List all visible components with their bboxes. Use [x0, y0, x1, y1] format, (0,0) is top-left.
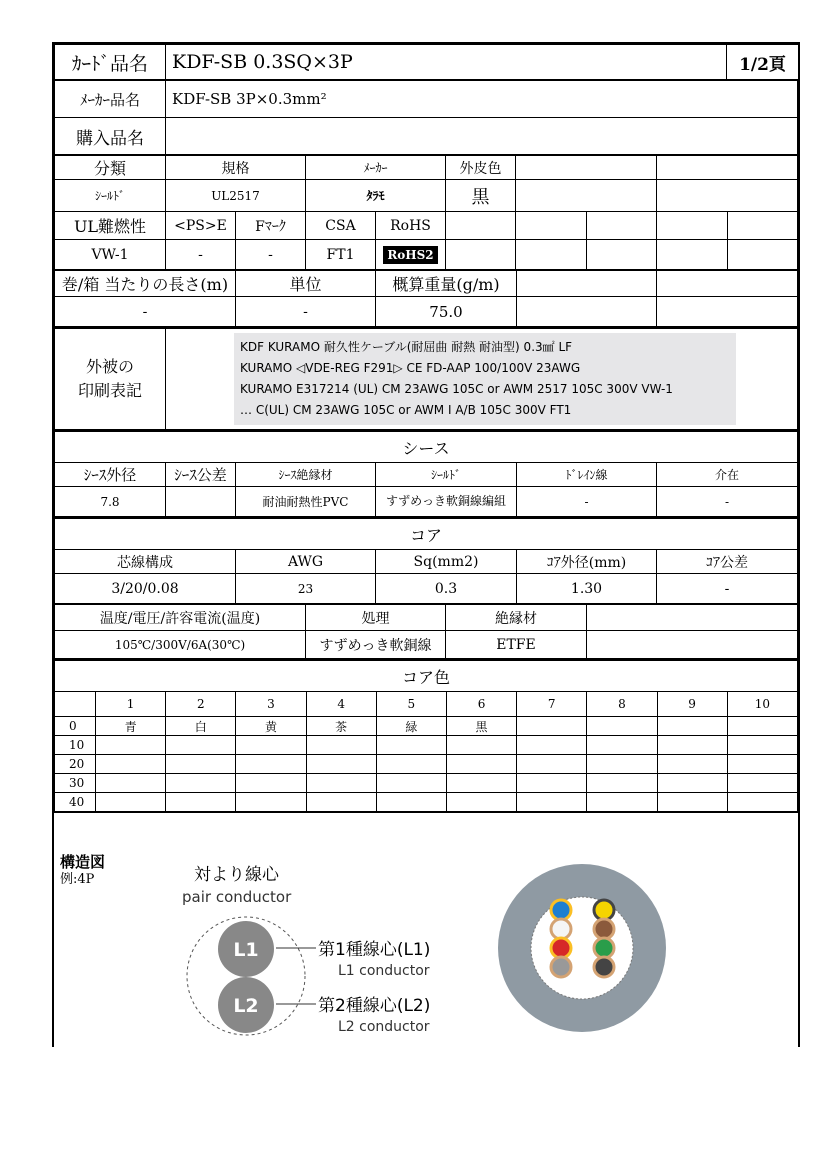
sheath-shield: すずめっき軟銅線編組	[376, 487, 517, 517]
row-label: 0	[55, 717, 96, 736]
table-row	[55, 755, 798, 774]
spec-sheet	[52, 42, 800, 1047]
spec2-h-flame: UL難燃性	[55, 212, 166, 240]
row-label: 40	[55, 793, 96, 813]
color-col-header: 3	[236, 692, 306, 717]
cable-shield	[531, 897, 633, 999]
spec1-h-color: 外皮色	[446, 156, 516, 180]
purchase-label: 購入品名	[55, 118, 166, 155]
spec1-maker: ﾀﾗﾓ	[306, 180, 446, 212]
core-green	[594, 938, 614, 958]
spec1-standard: UL2517	[166, 180, 306, 212]
maker-table	[54, 80, 798, 155]
core-rating: 105℃/300V/6A(30℃)	[55, 631, 306, 659]
l1-badge: L1	[233, 939, 259, 961]
core-h-sq: Sq(mm2)	[376, 550, 517, 574]
spec2-csa: FT1	[306, 240, 376, 270]
purchase-value	[166, 118, 798, 155]
maker-value: KDF-SB 3P×0.3mm²	[166, 81, 798, 118]
color-cell: 緑	[376, 717, 446, 736]
color-col-header: 10	[727, 692, 797, 717]
sheath-table	[54, 430, 798, 517]
l2-jp-label: 第2種線心(L2)	[318, 996, 431, 1016]
spec2-h-csa: CSA	[306, 212, 376, 240]
l1-en-label: L1 conductor	[338, 963, 430, 979]
sheath-od: 7.8	[55, 487, 166, 517]
color-col-header: 9	[657, 692, 727, 717]
core-h-od: ｺｱ外径(mm)	[517, 550, 657, 574]
pair-en-label: pair conductor	[182, 888, 292, 906]
sheath-tol	[166, 487, 236, 517]
print-line: … C(UL) CM 23AWG 105C or AWM I A/B 105C 300V FT1	[240, 403, 572, 417]
core-yellow	[594, 900, 614, 920]
row-label: 20	[55, 755, 96, 774]
core-h-insulation: 絶縁材	[446, 605, 587, 631]
print-table	[54, 327, 798, 430]
row-label: 30	[55, 774, 96, 793]
spec3-h-length: 巻/箱 当たりの長さ(m)	[55, 271, 236, 297]
spec3-h-unit: 単位	[236, 271, 376, 297]
code-value: KDF-SB 0.3SQ×3P	[166, 45, 727, 80]
page-number: 1/2頁	[727, 45, 799, 80]
spec3-weight: 75.0	[376, 297, 517, 327]
core-tol: -	[657, 574, 798, 604]
title-table	[54, 44, 799, 80]
l2-badge: L2	[233, 995, 259, 1017]
spec1-color: 黒	[446, 180, 516, 212]
core-awg: 23	[236, 574, 376, 604]
spec1-h-maker: ﾒｰｶｰ	[306, 156, 446, 180]
core-gray	[551, 957, 571, 977]
print-line: KURAMO E317214 (UL) CM 23AWG 105C or AWM 2517 105C 300V VW-1	[240, 382, 673, 396]
spec2-h-pse: <PS>E	[166, 212, 236, 240]
core-h-rating: 温度/電圧/許容電流(温度)	[55, 605, 306, 631]
core-black	[594, 957, 614, 977]
spec1-h-category: 分類	[55, 156, 166, 180]
core-table	[54, 517, 798, 604]
spec-table-1	[54, 155, 798, 270]
code-label: ｶｰﾄﾞ品名	[55, 45, 166, 80]
sheath-h-filler: 介在	[657, 463, 798, 487]
sheath-insul: 耐油耐熱性PVC	[236, 487, 376, 517]
core-blue	[551, 900, 571, 920]
spec2-pse: -	[166, 240, 236, 270]
l1-jp-label: 第1種線心(L1)	[318, 940, 431, 960]
core-title: コア	[55, 518, 798, 550]
core-white	[551, 919, 571, 939]
spec1-category: ｼｰﾙﾄﾞ	[55, 180, 166, 212]
core-h-strand: 芯線構成	[55, 550, 236, 574]
core-treatment: すずめっき軟銅線	[306, 631, 446, 659]
color-col-header: 2	[166, 692, 236, 717]
l2-en-label: L2 conductor	[338, 1019, 430, 1035]
color-col-header: 4	[306, 692, 376, 717]
structure-diagram	[54, 847, 798, 1047]
color-col-header: 5	[376, 692, 446, 717]
spec2-fmark: -	[236, 240, 306, 270]
spec2-flame: VW-1	[55, 240, 166, 270]
core-h-tol: ｺｱ公差	[657, 550, 798, 574]
color-col-header: 8	[587, 692, 657, 717]
core-h-awg: AWG	[236, 550, 376, 574]
spec3-length: -	[55, 297, 236, 327]
spec1-h-standard: 規格	[166, 156, 306, 180]
table-row	[55, 793, 798, 813]
color-cell: 黄	[236, 717, 306, 736]
diagram-example: 例:4P	[60, 872, 95, 887]
color-cell: 茶	[306, 717, 376, 736]
sheath-h-shield: ｼｰﾙﾄﾞ	[376, 463, 517, 487]
core-od: 1.30	[517, 574, 657, 604]
core-table-2	[54, 604, 798, 659]
sheath-title: シース	[55, 431, 798, 463]
sheath-h-drain: ﾄﾞﾚｲﾝ線	[517, 463, 657, 487]
core-brown	[594, 919, 614, 939]
print-label-1: 外被の	[85, 357, 134, 376]
core-color-table	[54, 659, 798, 813]
rohs-badge: RoHS2	[383, 246, 437, 264]
core-sq: 0.3	[376, 574, 517, 604]
sheath-drain: -	[517, 487, 657, 517]
color-col-header: 7	[517, 692, 587, 717]
diagram-title: 構造図	[60, 853, 106, 871]
sheath-h-od: ｼｰｽ外径	[55, 463, 166, 487]
sheath-filler: -	[657, 487, 798, 517]
print-line: KURAMO ◁VDE-REG F291▷ CE FD-AAP 100/100V 23AWG	[240, 361, 581, 375]
color-cell: 黒	[446, 717, 516, 736]
color-cell: 白	[166, 717, 236, 736]
core-red	[551, 938, 571, 958]
core-h-treatment: 処理	[306, 605, 446, 631]
table-row	[55, 717, 798, 736]
sheath-h-tol: ｼｰｽ公差	[166, 463, 236, 487]
print-line: KDF KURAMO 耐久性ケーブル(耐屈曲 耐熱 耐油型) 0.3㎟ LF	[240, 340, 573, 354]
colors-title: コア色	[55, 660, 798, 692]
pair-jp-label: 対より線心	[194, 865, 279, 885]
table-row	[55, 774, 798, 793]
spec3-unit: -	[236, 297, 376, 327]
row-label: 10	[55, 736, 96, 755]
sheath-h-insul: ｼｰｽ絶縁材	[236, 463, 376, 487]
spec3-h-weight: 概算重量(g/m)	[376, 271, 517, 297]
maker-label: ﾒｰｶｰ品名	[55, 81, 166, 118]
color-col-header: 1	[96, 692, 166, 717]
spec2-h-fmark: Fﾏｰｸ	[236, 212, 306, 240]
spec2-h-rohs: RoHS	[376, 212, 446, 240]
color-cell: 青	[96, 717, 166, 736]
core-insulation: ETFE	[446, 631, 587, 659]
structure-svg	[54, 847, 798, 1047]
print-text-box	[234, 333, 736, 425]
color-col-header: 6	[446, 692, 516, 717]
table-row	[55, 736, 798, 755]
print-label-2: 印刷表記	[77, 381, 142, 400]
core-strand: 3/20/0.08	[55, 574, 236, 604]
spec-table-3	[54, 270, 798, 327]
